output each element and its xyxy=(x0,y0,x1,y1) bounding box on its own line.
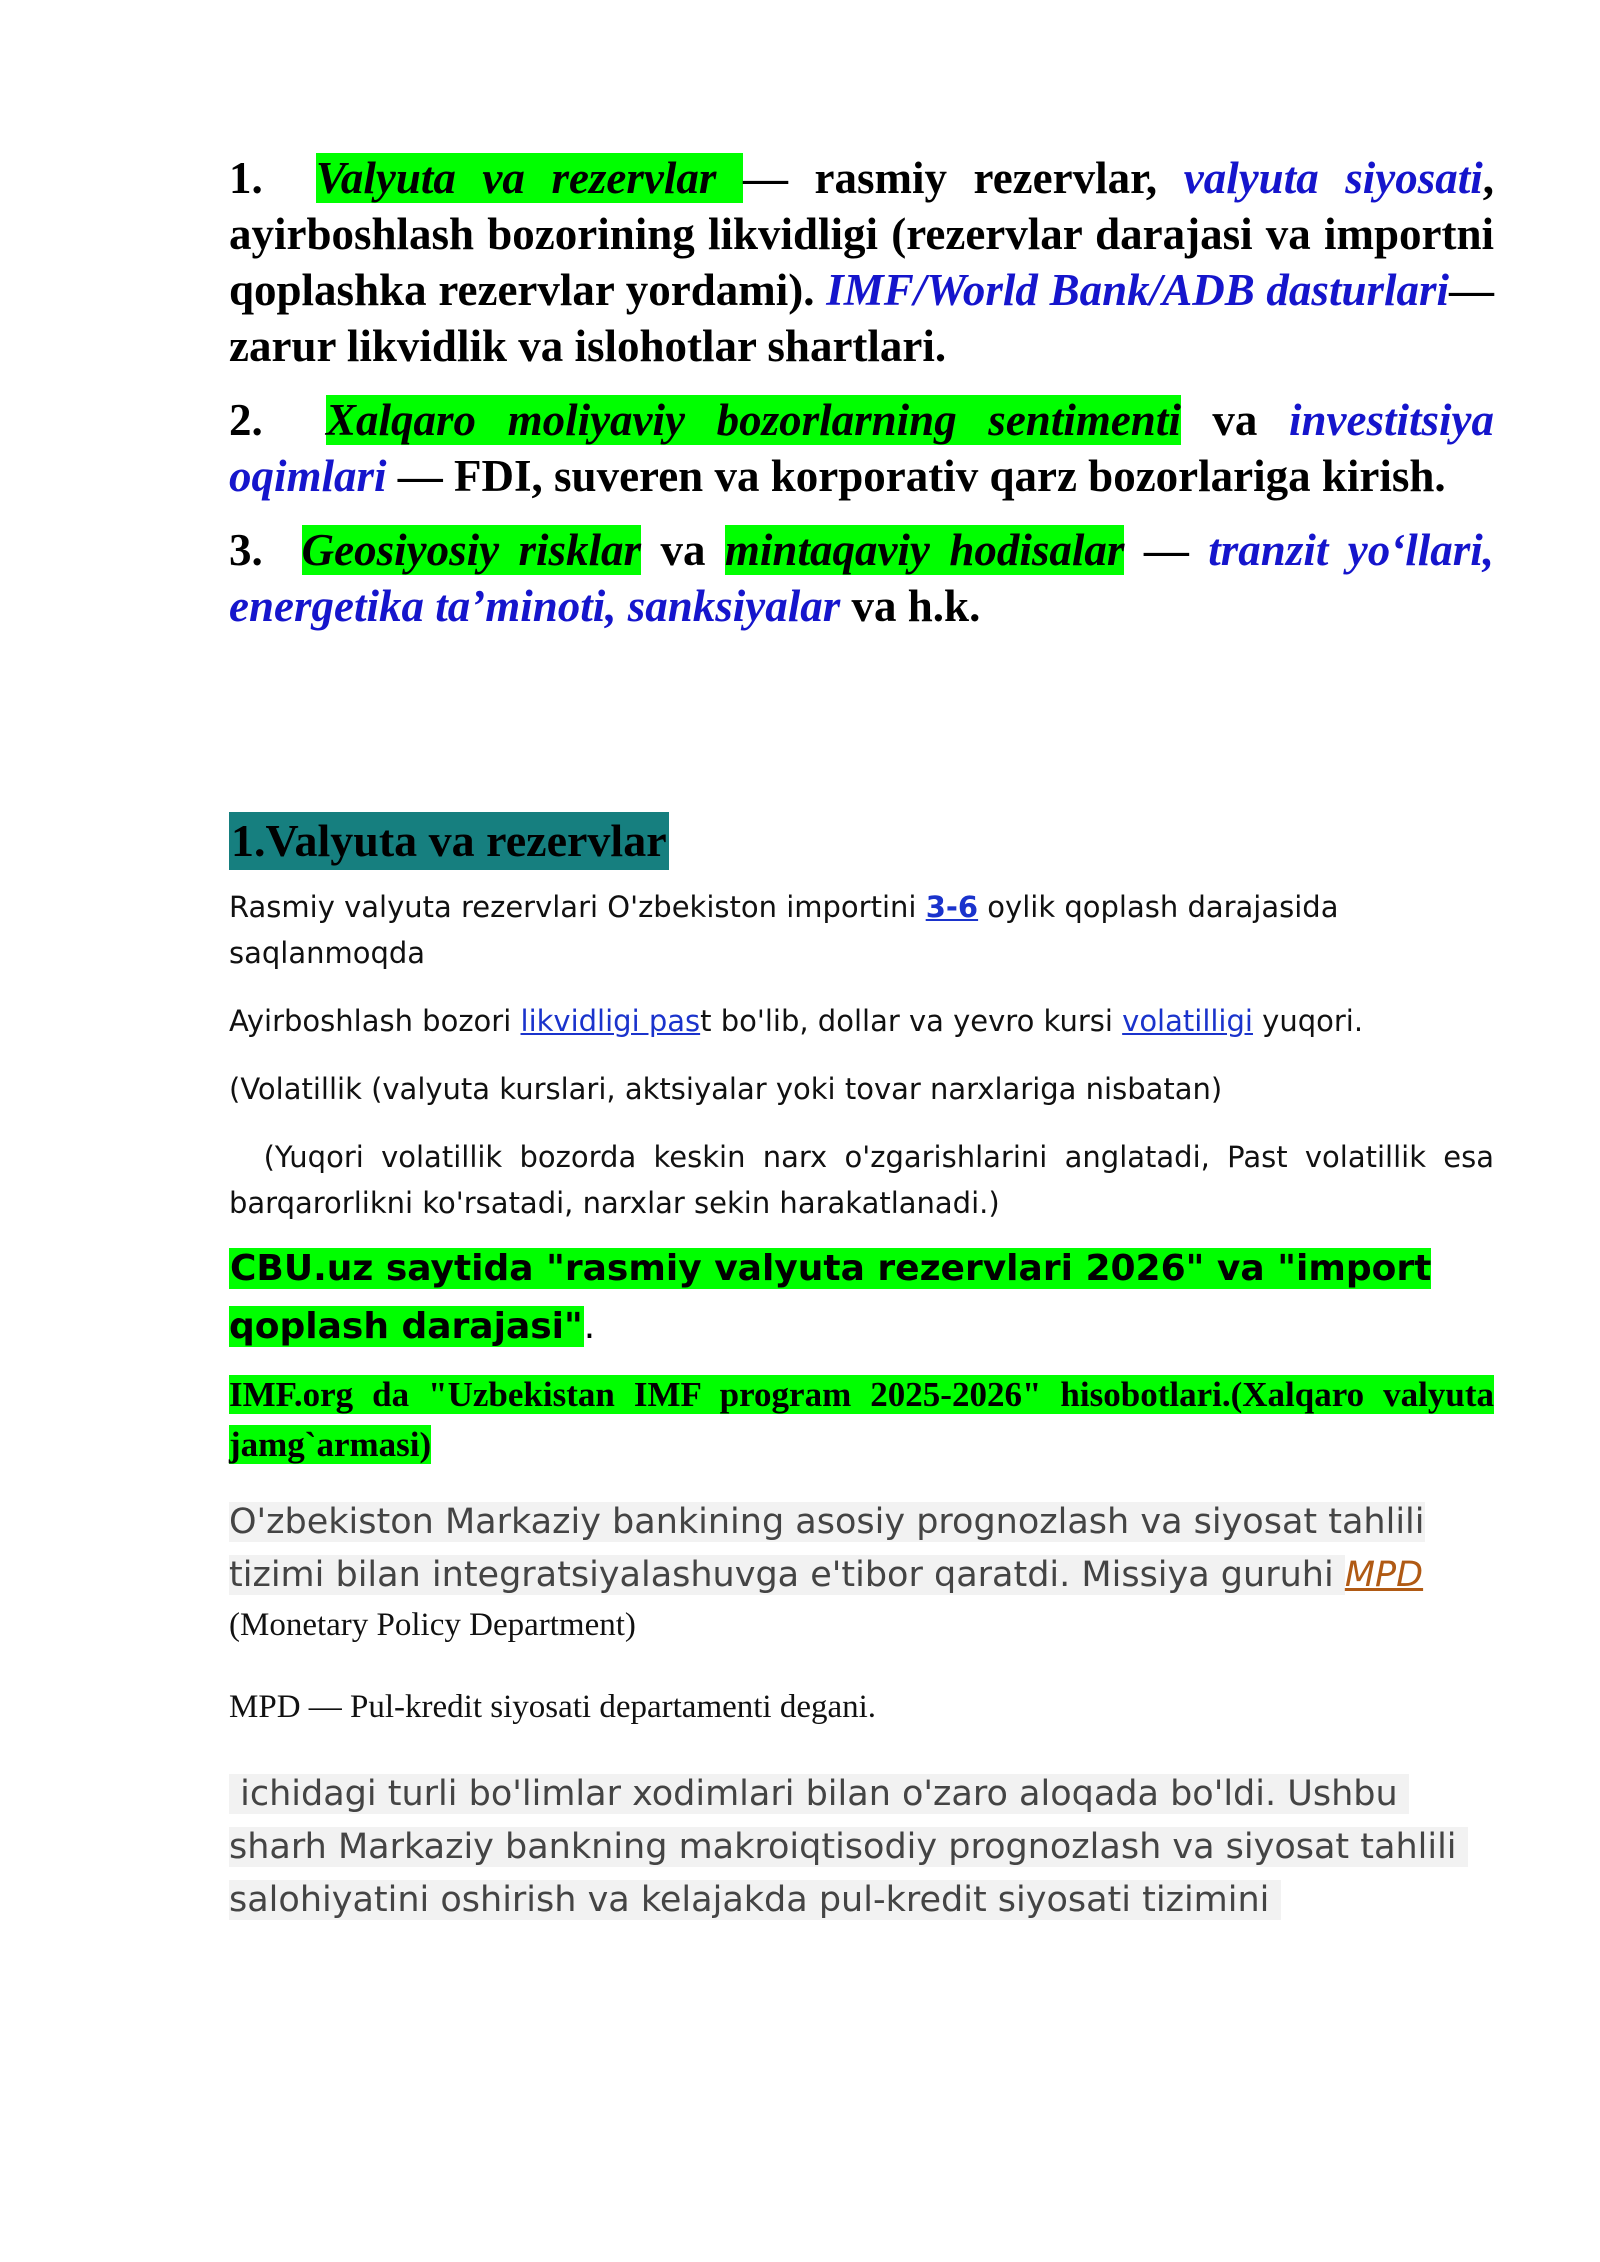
blue-term: IMF/World Bank/ADB dasturlari xyxy=(826,265,1449,315)
paragraph-reserves xyxy=(229,884,1494,976)
list-item-1 xyxy=(229,150,1494,374)
paragraph-text: yuqori. xyxy=(1252,1004,1364,1038)
continuation-paragraph xyxy=(229,1768,1494,1927)
paragraph-text: oylik qoplash darajasida saqlanmoqda xyxy=(229,890,1339,970)
list-item-2 xyxy=(229,392,1494,504)
link-volatility[interactable]: volatilligi xyxy=(1122,1004,1253,1038)
imf-note xyxy=(229,1370,1494,1470)
link-liquidity[interactable]: likvidligi pas xyxy=(520,1004,701,1038)
paragraph-text: ichidagi turli bo'limlar xodimlari bilan o'zaro aloqada bo'ldi. Ushbu sharh Markaziy bankning makroiqtisodiy prognozlash va siyosat tahlili salohiyatini oshirish va kelajakda pul-kredit siyosati tizimini xyxy=(229,1774,1468,1920)
highlighted-term: Geosiyosiy risklar xyxy=(301,525,642,575)
item-text: — zarur likvidlik va islohotlar shartlari. xyxy=(229,265,1494,371)
list-item-3 xyxy=(229,522,1494,634)
highlighted-term: Valyuta va rezervlar xyxy=(315,153,743,203)
blue-term: investitsiya oqimlari xyxy=(229,395,1495,501)
paragraph-text: O'zbekiston Markaziy bankining asosiy prognozlash va siyosat tahlili tizimi bilan integratsiyalashuvga e'tibor qaratdi. Missiya guruhi xyxy=(229,1502,1425,1595)
link-3-6[interactable]: 3-6 xyxy=(925,890,979,924)
paragraph-volatility-def: (Volatillik (valyuta kurslari, aktsiyalar yoki tovar narxlariga nisbatan) xyxy=(229,1072,1223,1106)
paragraph-volatility-explain: (Yuqori volatillik bozorda keskin narx o'zgarishlarini anglatadi, Past volatillik esa barqarorlikni ko'rsatadi, narxlar sekin harakatlanadi.) xyxy=(229,1140,1504,1220)
cbu-note xyxy=(229,1240,1494,1356)
blue-term: valyuta siyosati xyxy=(1183,153,1483,203)
paragraph-text: t bo'lib, dollar va yevro kursi xyxy=(700,1004,1123,1038)
mpd-definition: MPD — Pul-kredit siyosati departamenti degani. xyxy=(229,1689,877,1725)
item-text: va xyxy=(1180,395,1290,445)
highlighted-term: IMF.org da "Uzbekistan IMF program 2025-2026" hisobotlari.(Xalqaro valyuta jamg`armasi) xyxy=(229,1375,1494,1464)
item-number: 3. xyxy=(229,525,263,575)
item-number: 1. xyxy=(229,153,263,203)
item-text: — rasmiy rezervlar, xyxy=(742,153,1184,203)
item-text: , ayirboshlash bozorining likvidligi (rezervlar darajasi va importni qoplashka rezervlar yordami). xyxy=(229,153,1495,315)
item-text: — xyxy=(1124,525,1209,575)
highlighted-term: CBU.uz saytida "rasmiy valyuta rezervlari 2026" va "import qoplash darajasi" xyxy=(229,1248,1432,1347)
item-number: 2. xyxy=(229,395,263,445)
item-text: va xyxy=(641,525,725,575)
mpd-expansion: (Monetary Policy Department) xyxy=(229,1607,636,1643)
spacer xyxy=(229,634,1494,812)
paragraph-text: Rasmiy valyuta rezervlari O'zbekiston importini xyxy=(229,890,926,924)
document-page xyxy=(229,150,1504,1927)
mission-paragraph xyxy=(229,1496,1494,1602)
paragraph-text: . xyxy=(583,1306,596,1347)
link-mpd[interactable]: MPD xyxy=(1344,1555,1424,1595)
item-text: — FDI, suveren va korporativ qarz bozorlariga kirish. xyxy=(386,451,1446,501)
blue-term: tranzit yo‘llari, energetika ta’minoti, sanksiyalar xyxy=(229,525,1495,631)
paragraph-liquidity xyxy=(229,998,1494,1044)
item-text: va h.k. xyxy=(840,581,981,631)
highlighted-term: mintaqaviy hodisalar xyxy=(724,525,1125,575)
paragraph-text: Ayirboshlash bozori xyxy=(229,1004,521,1038)
highlighted-term: Xalqaro moliyaviy bozorlarning sentimenti xyxy=(325,395,1181,445)
section-heading-wrap xyxy=(229,812,1494,870)
section-heading: 1.Valyuta va rezervlar xyxy=(229,812,669,870)
